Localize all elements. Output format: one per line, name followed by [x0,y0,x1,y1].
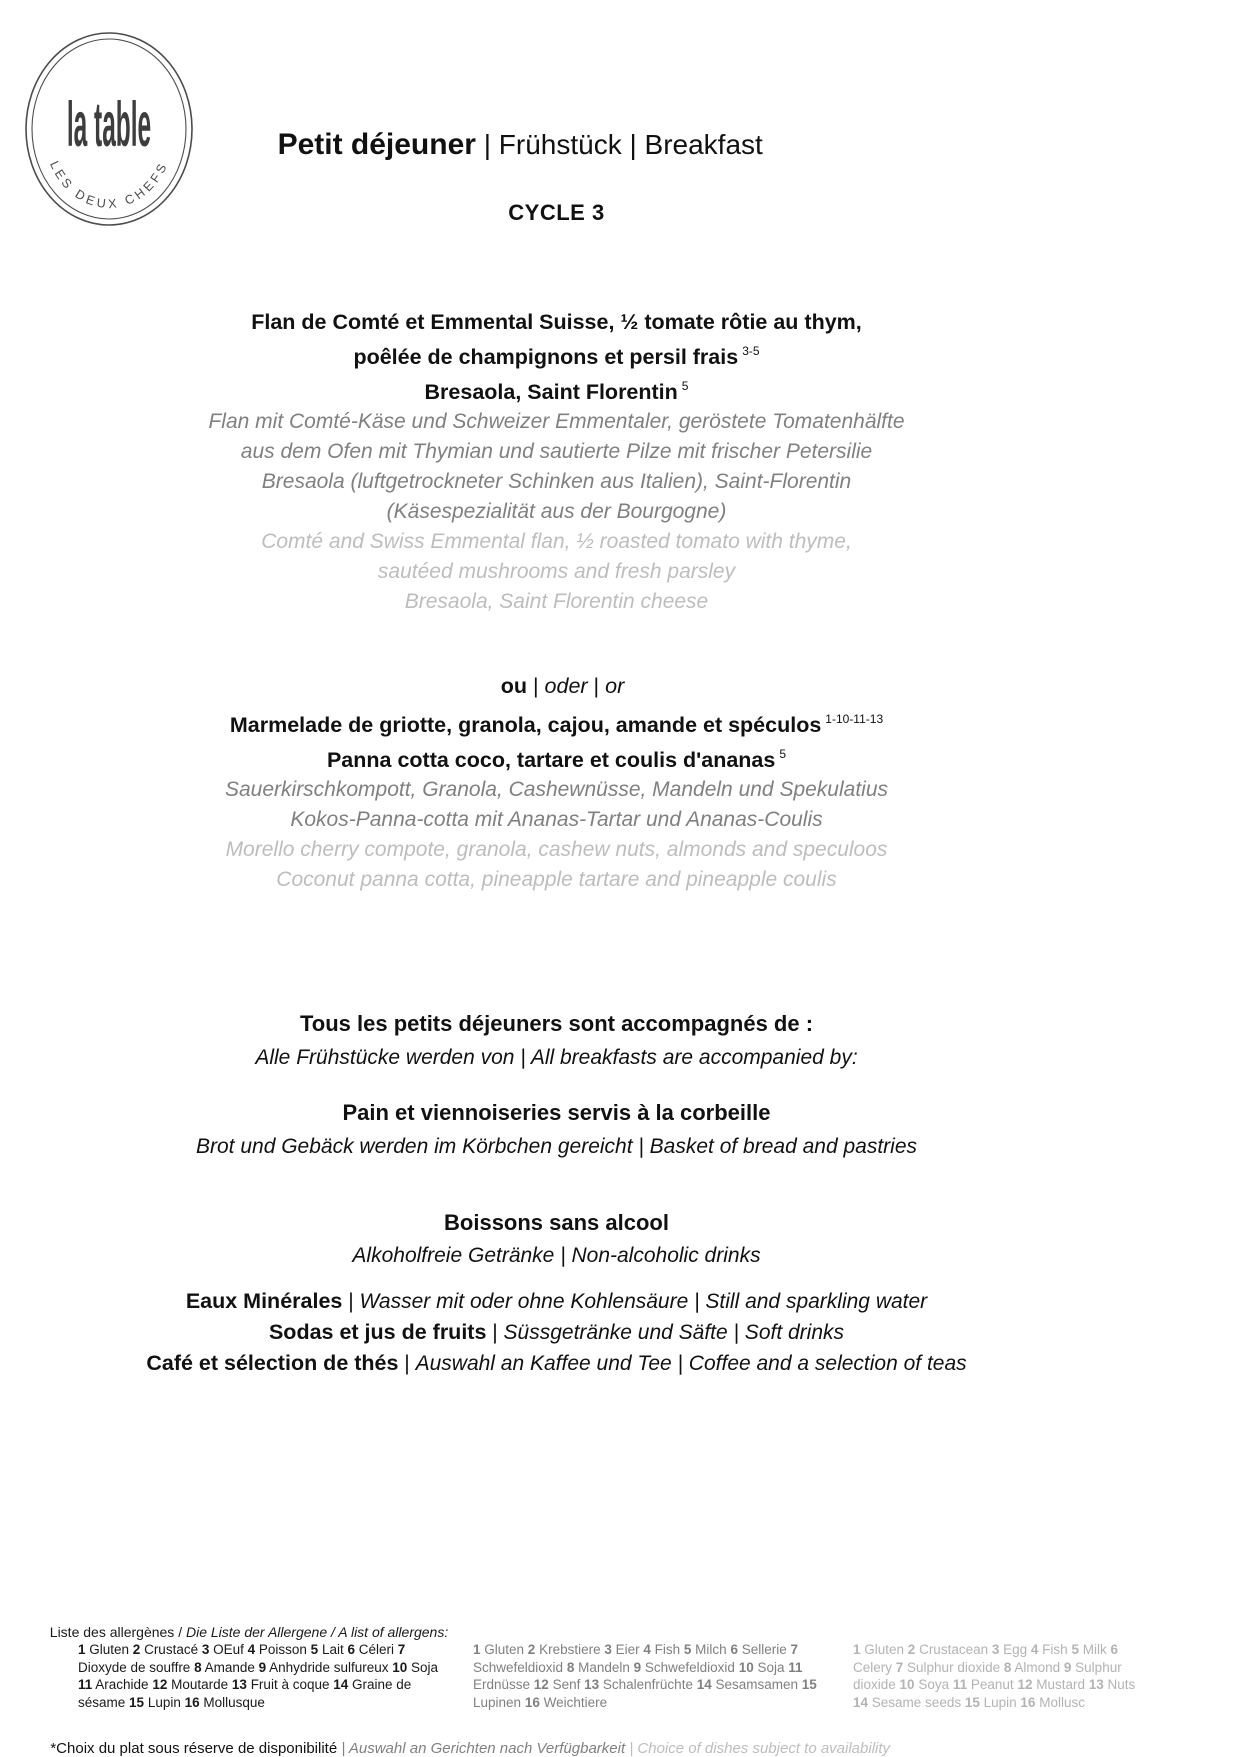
allergens-header-fr: Liste des allergènes / [49,1624,186,1640]
accompaniment-title: Tous les petits déjeuners sont accompagnés de : [299,1011,814,1036]
drink-item-2-translations: Süssgetränke und Säfte | Soft drinks [503,1321,845,1344]
drinks-title: Boissons sans alcool [444,1210,669,1235]
choice-de: oder [544,674,588,698]
accompaniment-subtitle: Alle Frühstücke werden von | All breakfasts are accompanied by: [255,1046,858,1069]
cycle-label: CYCLE 3 [508,200,605,225]
drink-item-2-label: Sodas et jus de fruits [268,1320,487,1344]
disclaimer-sep-1: | [337,1740,349,1757]
drinks-section [0,1206,1113,1379]
dish-1-allergen-sup-3: 5 [681,379,689,394]
accompaniment-section [0,1007,1113,1075]
dish-2-fr-line-2 [0,740,1113,775]
dish-1-fr-line-1 [0,307,1113,337]
disclaimer-de: Auswahl an Gerichten nach Verfügbarkeit [348,1740,626,1757]
dish-2 [0,705,1113,895]
allergens-list-french: 1 Gluten 2 Crustacé 3 OEuf 4 Poisson 5 Lait 6 Céleri 7 Dioxyde de souffre 8 Amande 9 Anhydride sulfureux 10 Soja 11 Arachide 12 Moutarde 13 Fruit à coque 14 Graine de sésame 15 Lupin 16 Mollusque [78,1642,439,1710]
disclaimer-en: Choice of dishes subject to availability [637,1740,891,1757]
dish-1 [0,307,1113,617]
drink-item-2-sep: | [486,1321,504,1344]
dish-1-fr-text-2: poêlée de champignons et persil frais [353,345,739,370]
dish-2-de-line-2: Kokos-Panna-cotta mit Ananas-Tartar und Ananas-Coulis [290,808,823,832]
drink-item-3-label: Café et sélection de thés [146,1351,399,1375]
drink-item-1-label: Eaux Minérales [185,1289,343,1313]
dish-2-fr-line-1 [0,705,1113,740]
drinks-subtitle: Alkoholfreie Getränke | Non-alcoholic drinks [352,1244,761,1267]
restaurant-logo-graphic [24,30,194,228]
dish-1-fr-line-3 [0,372,1113,407]
allergens-header [42,1608,448,1640]
logo-name-group [67,91,151,161]
bread-subtitle: Brot und Gebäck werden im Körbchen gereicht | Basket of bread and pastries [195,1135,918,1158]
drink-item-sodas-juices [0,1317,1113,1348]
allergens-list-english: 1 Gluten 2 Crustacean 3 Egg 4 Fish 5 Milk 6 Celery 7 Sulphur dioxide 8 Almond 9 Sulphur dioxide 10 Soya 11 Peanut 12 Mustard 13 Nuts 14 Sesame seeds 15 Lupin 16 Mollusc [853,1642,1136,1710]
dish-2-en-line-2: Coconut panna cotta, pineapple tartare and pineapple coulis [276,868,837,892]
bread-section [0,1096,1113,1164]
page-title-translations: | Frühstück | Breakfast [475,129,763,160]
drink-item-coffee-teas [0,1348,1113,1379]
dish-2-allergen-sup-2: 5 [779,747,787,762]
dish-1-de-line-2: aus dem Ofen mit Thymian und sautierte Pilze mit frischer Petersilie [240,440,873,464]
dish-2-fr-text-1: Marmelade de griotte, granola, cajou, amande et spéculos [229,713,822,738]
allergens-list-german: 1 Gluten 2 Krebstiere 3 Eier 4 Fish 5 Milch 6 Sellerie 7 Schwefeldioxid 8 Mandeln 9 Schwefeldioxid 10 Soja 11 Erdnüsse 12 Senf 13 Schalenfrüchte 14 Sesamsamen 15 Lupinen 16 Weichtiere [473,1642,817,1710]
drink-item-1-translations: Wasser mit oder ohne Kohlensäure | Still and sparkling water [359,1290,928,1313]
disclaimer-sep-2: | [625,1740,638,1757]
dish-2-allergen-sup-1: 1-10-11-13 [825,712,884,726]
dish-1-fr-text-3: Bresaola, Saint Florentin [424,380,678,405]
choice-separator [0,641,1113,701]
choice-sep-1: | [526,674,545,698]
logo-ring-text: LES DEUX CHEFS [47,158,171,212]
allergens-header-translations: Die Liste der Allergene / A list of allergens: [185,1624,449,1640]
page-title [262,96,763,162]
disclaimer-fr: *Choix du plat sous réserve de disponibilité [50,1740,338,1757]
dish-1-de-line-4: (Käsespezialität aus der Bourgogne) [386,500,727,524]
dish-1-fr-line-2 [0,337,1113,372]
dish-1-allergen-sup-2: 3-5 [742,344,760,358]
availability-disclaimer [42,1723,890,1757]
choice-fr: ou [500,674,527,698]
dish-2-fr-text-2: Panna cotta coco, tartare et coulis d'ananas [326,748,776,773]
drink-item-3-sep: | [398,1352,416,1375]
dish-1-fr-text-1: Flan de Comté et Emmental Suisse, ½ tomate rôtie au thym, [251,310,862,334]
bread-title: Pain et viennoiseries servis à la corbeille [342,1100,771,1125]
dish-1-en-line-1: Comté and Swiss Emmental flan, ½ roasted tomato with thyme, [261,530,852,554]
page-title-french: Petit déjeuner [277,128,476,161]
dish-1-en-line-2: sautéed mushrooms and fresh parsley [377,560,736,584]
dish-2-de-line-1: Sauerkirschkompott, Granola, Cashewnüsse, Mandeln und Spekulatius [224,778,889,802]
dish-1-de-line-1: Flan mit Comté-Käse und Schweizer Emmentaler, geröstete Tomatenhälfte [208,410,905,434]
dish-2-en-line-1: Morello cherry compote, granola, cashew nuts, almonds and speculoos [225,838,888,862]
dish-1-de-line-3: Bresaola (luftgetrockneter Schinken aus Italien), Saint-Florentin [261,470,852,494]
dish-1-en-line-3: Bresaola, Saint Florentin cheese [404,590,709,614]
restaurant-logo [24,30,194,228]
choice-sep-2: | [587,674,606,698]
logo-name: la table [66,90,152,161]
drink-item-mineral-water [0,1286,1113,1317]
choice-en: or [605,674,625,698]
drink-item-3-translations: Auswahl an Kaffee und Tee | Coffee and a selection of teas [415,1352,967,1375]
drinks-list [0,1286,1113,1379]
drink-item-1-sep: | [342,1290,360,1313]
